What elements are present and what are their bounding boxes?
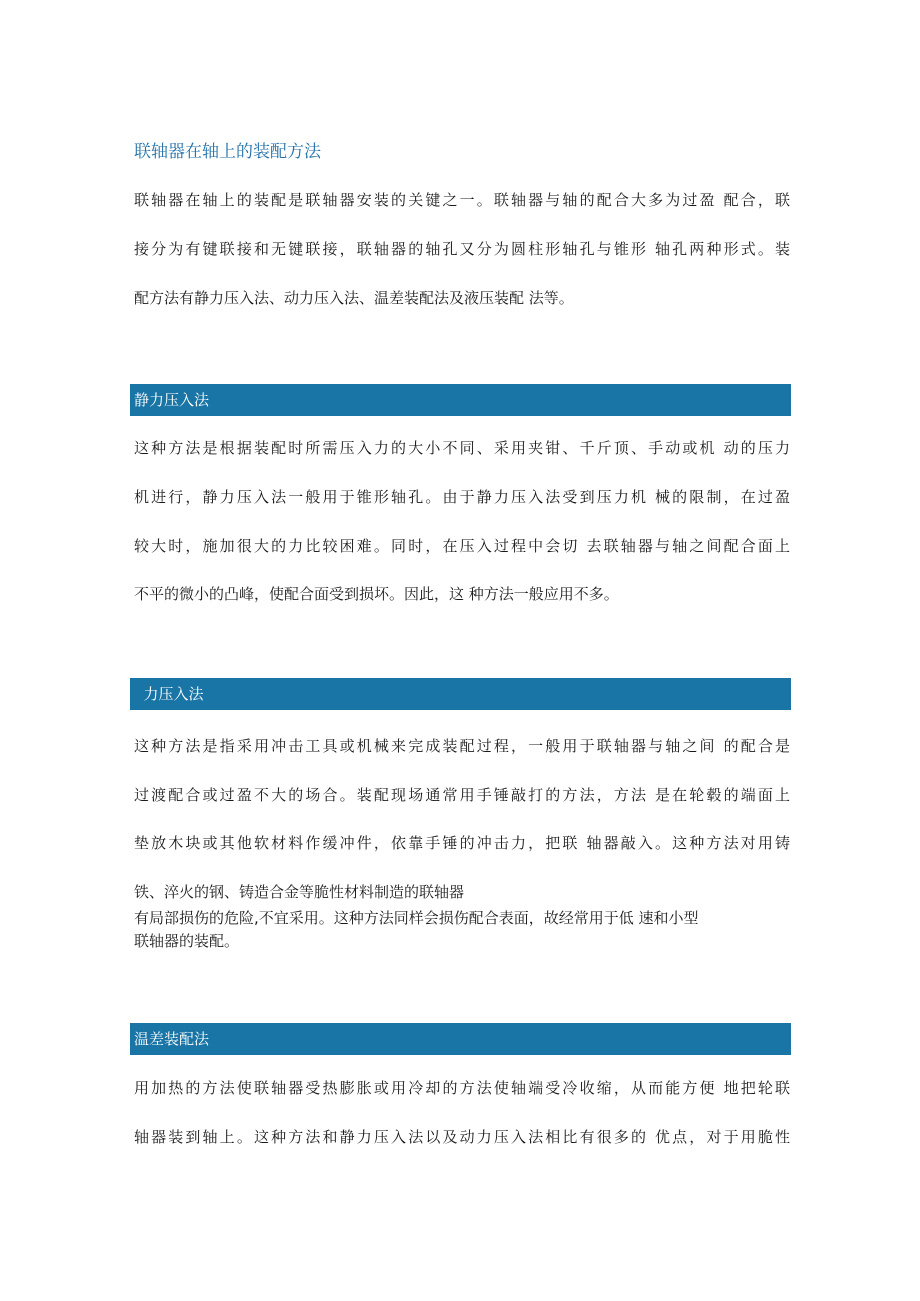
paragraph-line: 这种方法是根据装配时所需压入力的大小不同、采用夹钳、千斤顶、手动或机 动的压力 (134, 439, 790, 457)
paragraph-line: 用加热的方法使联轴器受热膨胀或用冷却的方法使轴端受冷收缩，从而能方便 地把轮联 (134, 1079, 790, 1097)
paragraph-line: 不平的微小的凸峰，使配合面受到损坏。因此，这 种方法一般应用不多。 (134, 585, 619, 603)
paragraph-line: 铁、淬火的钢、铸造合金等脆性材料制造的联轴器 (134, 883, 465, 901)
paragraph-line: 有局部损伤的危险,不宜采用。这种方法同样会损伤配合表面，故经常用于低 速和小型 (134, 909, 699, 927)
paragraph-line: 机进行，静力压入法一般用于锥形轴孔。由于静力压入法受到压力机 械的限制，在过盈 (134, 488, 790, 506)
paragraph-line: 接分为有键联接和无键联接，联轴器的轴孔又分为圆柱形轴孔与锥形 轴孔两种形式。装 (134, 240, 790, 258)
section-heading-thermal-fit: 温差装配法 (130, 1023, 791, 1055)
paragraph-line: 轴器装到轴上。这种方法和静力压入法以及动力压入法相比有很多的 优点，对于用脆性 (134, 1128, 790, 1146)
paragraph-line: 较大时，施加很大的力比较困难。同时，在压入过程中会切 去联轴器与轴之间配合面上 (134, 537, 790, 555)
section-heading-dynamic-press: 力压入法 (130, 678, 791, 710)
paragraph-line: 联轴器在轴上的装配是联轴器安装的关键之一。联轴器与轴的配合大多为过盈 配合，联 (134, 191, 790, 209)
paragraph-line: 配方法有静力压入法、动力压入法、温差装配法及液压装配 法等。 (134, 289, 574, 307)
section-heading-static-press: 静力压入法 (130, 384, 791, 416)
paragraph-line: 垫放木块或其他软材料作缓冲件，依靠手锤的冲击力，把联 轴器敲入。这种方法对用铸 (134, 834, 790, 852)
paragraph-line: 过渡配合或过盈不大的场合。装配现场通常用手锤敲打的方法，方法 是在轮毂的端面上 (134, 786, 790, 804)
page-title: 联轴器在轴上的装配方法 (134, 142, 321, 162)
paragraph-line: 这种方法是指采用冲击工具或机械来完成装配过程，一般用于联轴器与轴之间 的配合是 (134, 737, 790, 755)
paragraph-line: 联轴器的装配。 (134, 932, 240, 950)
